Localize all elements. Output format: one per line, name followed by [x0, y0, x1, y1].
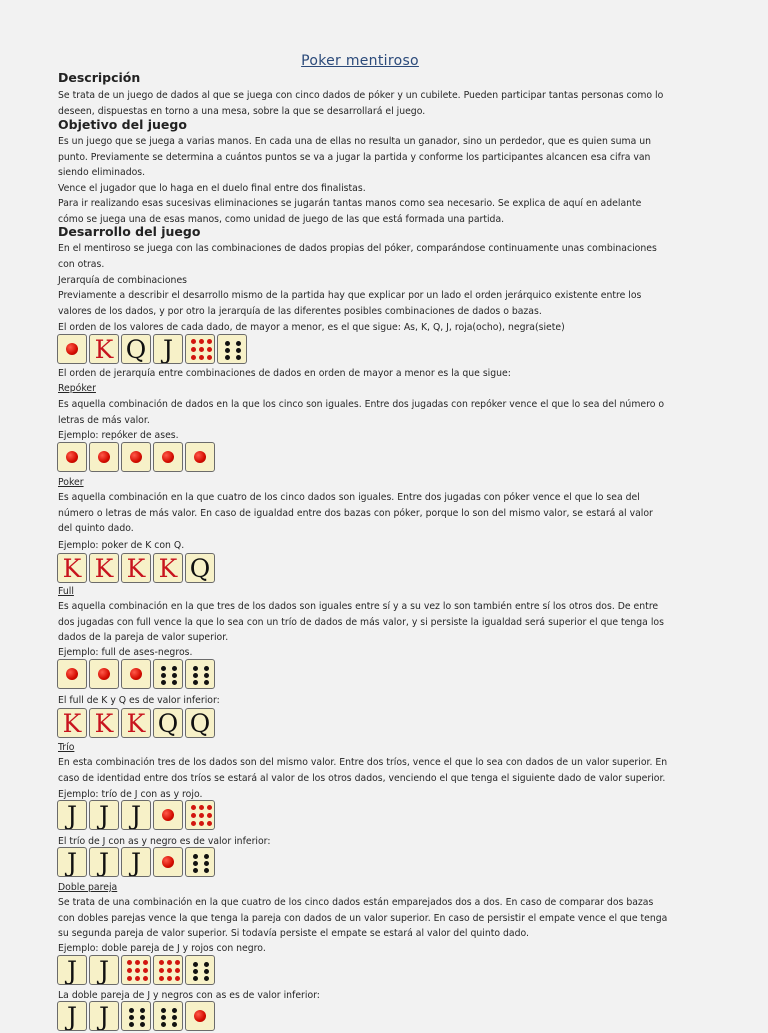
die-pip [161, 666, 166, 671]
die-pip [167, 960, 172, 965]
die-pip [135, 976, 140, 981]
die-pip [199, 339, 204, 344]
die-pip [98, 668, 110, 680]
paragraph: Se trata de una combinación en la que cuatro de los cinco dados están emparejados dos a dos. En caso de comparar dos bazas con dobles parejas vence la que tenga la pareja con dados de un valor superior. En caso de persistir el empate vence el que tenga su segunda pareja de valor superior. Si todavía persiste el empate se estará al valor del quinto dado. [58, 897, 668, 939]
die-pip [193, 976, 198, 981]
die-pip [127, 968, 132, 973]
section-heading: Descripción [58, 70, 141, 85]
die-letter: J [162, 334, 174, 364]
die-black [185, 659, 215, 689]
die-pip [199, 355, 204, 360]
die-pip [207, 821, 212, 826]
die-pip [127, 960, 132, 965]
die-letter: Q [189, 553, 211, 583]
die-black [153, 659, 183, 689]
die-black [185, 955, 215, 985]
die-letter: K [94, 334, 114, 364]
die-j [57, 847, 87, 877]
die-pip [172, 680, 177, 685]
die-pip [172, 1022, 177, 1027]
subsection-heading: Poker [58, 477, 84, 488]
die-pip [191, 813, 196, 818]
die-ace [121, 442, 151, 472]
paragraph: En el mentiroso se juega con las combinaciones de dados propias del póker, comparándose continuamente unas combinaciones con otras. [58, 243, 657, 270]
die-letter: K [62, 708, 82, 738]
die-letter: J [130, 847, 142, 877]
die-pip [143, 960, 148, 965]
dice-row [57, 708, 215, 740]
die-pip [193, 962, 198, 967]
die-k [89, 553, 119, 583]
die-pip [191, 805, 196, 810]
die-q [153, 708, 183, 738]
die-pip [161, 1015, 166, 1020]
die-letter: K [94, 553, 114, 583]
die-pip [159, 976, 164, 981]
die-pip [167, 968, 172, 973]
die-pip [162, 451, 174, 463]
die-ace [185, 442, 215, 472]
die-j [89, 955, 119, 985]
die-pip [66, 451, 78, 463]
die-pip [167, 976, 172, 981]
die-ace [153, 442, 183, 472]
die-letter: J [130, 800, 142, 830]
die-red [121, 955, 151, 985]
die-pip [199, 805, 204, 810]
die-pip [199, 813, 204, 818]
paragraph: Ejemplo: repóker de ases. [58, 430, 179, 441]
die-j [153, 334, 183, 364]
die-ace [57, 659, 87, 689]
die-pip [143, 976, 148, 981]
die-k [153, 553, 183, 583]
die-letter: J [66, 800, 78, 830]
section-heading: Objetivo del juego [58, 117, 187, 132]
die-j [89, 1001, 119, 1031]
die-pip [159, 968, 164, 973]
die-pip [236, 355, 241, 360]
paragraph: Ejemplo: poker de K con Q. [58, 540, 185, 551]
die-pip [204, 861, 209, 866]
die-pip [193, 861, 198, 866]
die-pip [129, 1015, 134, 1020]
die-ace [89, 659, 119, 689]
die-pip [207, 355, 212, 360]
die-pip [199, 821, 204, 826]
die-ace [57, 442, 87, 472]
die-black [153, 1001, 183, 1031]
die-q [185, 553, 215, 583]
die-pip [204, 868, 209, 873]
die-ace [89, 442, 119, 472]
die-pip [204, 962, 209, 967]
die-pip [66, 668, 78, 680]
die-letter: J [66, 847, 78, 877]
die-pip [159, 960, 164, 965]
paragraph: Ejemplo: full de ases-negros. [58, 647, 193, 658]
die-j [121, 847, 151, 877]
die-pip [204, 854, 209, 859]
paragraph: Jerarquía de combinaciones [58, 275, 188, 286]
die-pip [193, 666, 198, 671]
die-pip [236, 341, 241, 346]
die-q [185, 708, 215, 738]
die-pip [140, 1022, 145, 1027]
dice-row [57, 1001, 215, 1033]
die-pip [66, 343, 78, 355]
die-ace [121, 659, 151, 689]
dice-row [57, 800, 215, 832]
die-black [185, 847, 215, 877]
die-pip [127, 976, 132, 981]
die-letter: Q [125, 334, 147, 364]
paragraph: Para ir realizando esas sucesivas eliminaciones se jugarán tantas manos como sea necesario. Se explica de aquí en adelante cómo se juega una de esas manos, como unidad de juego de las que está formada una partida. [58, 198, 642, 225]
die-pip [140, 1008, 145, 1013]
die-pip [162, 809, 174, 821]
die-pip [175, 968, 180, 973]
die-pip [172, 1015, 177, 1020]
die-pip [194, 451, 206, 463]
paragraph: En esta combinación tres de los dados son del mismo valor. Entre dos tríos, vence el que lo sea con dados de un valor superior. En caso de identidad entre dos tríos se estará al valor de los otros dados, venciendo el que tenga el siguiente dado de valor superior. [58, 757, 668, 784]
die-k [57, 553, 87, 583]
subsection-heading: Trío [58, 742, 75, 753]
section-heading: Desarrollo del juego [58, 224, 201, 239]
die-pip [207, 813, 212, 818]
paragraph: Vence el jugador que lo haga en el duelo final entre dos finalistas. [58, 183, 366, 194]
paragraph: Ejemplo: trío de J con as y rojo. [58, 789, 203, 800]
page-title: Poker mentiroso [301, 53, 419, 69]
die-pip [225, 355, 230, 360]
die-letter: Q [189, 708, 211, 738]
dice-row [57, 955, 215, 987]
paragraph: El orden de los valores de cada dado, de mayor a menor, es el que sigue: As, K, Q, J, roja(ocho), negra(siete) [58, 322, 565, 333]
paragraph: Previamente a describir el desarrollo mismo de la partida hay que explicar por un lado el orden jerárquico existente entre los valores de los dados, y por otro la jerarquía de las diferentes posibles combinaciones de dados o bazas. [58, 290, 642, 317]
die-pip [161, 673, 166, 678]
subsection-heading: Repóker [58, 383, 96, 394]
die-red [153, 955, 183, 985]
die-pip [172, 673, 177, 678]
die-j [57, 955, 87, 985]
die-pip [204, 666, 209, 671]
die-pip [194, 1010, 206, 1022]
die-pip [207, 805, 212, 810]
die-letter: J [98, 955, 110, 985]
die-black [217, 334, 247, 364]
die-pip [225, 341, 230, 346]
subsection-heading: Doble pareja [58, 882, 118, 893]
die-pip [199, 347, 204, 352]
die-j [89, 847, 119, 877]
paragraph: Es aquella combinación en la que cuatro de los cinco dados son iguales. Entre dos jugadas con póker vence el que lo sea del número o letras de más valor. En caso de igualdad entre dos bazas con póker, porque lo son del mismo valor, se estará al valor del quinto dado. [58, 492, 653, 534]
die-letter: J [98, 800, 110, 830]
die-pip [175, 960, 180, 965]
die-letter: K [126, 553, 146, 583]
dice-row [57, 659, 215, 691]
die-black [121, 1001, 151, 1031]
die-letter: K [94, 708, 114, 738]
paragraph: Es un juego que se juega a varias manos. En cada una de ellas no resulta un ganador, sino un perdedor, que es quien suma un punto. Previamente se determina a cuántos puntos se va a jugar la partida y conforme los participantes alcancen esa cifra van siendo eliminados. [58, 136, 652, 178]
die-pip [191, 347, 196, 352]
die-ace [153, 847, 183, 877]
die-k [121, 553, 151, 583]
subsection-heading: Full [58, 586, 74, 597]
die-pip [172, 666, 177, 671]
die-pip [204, 673, 209, 678]
die-pip [193, 680, 198, 685]
die-pip [193, 969, 198, 974]
dice-row [57, 553, 215, 585]
die-letter: J [66, 955, 78, 985]
die-pip [193, 868, 198, 873]
die-pip [193, 854, 198, 859]
die-pip [225, 348, 230, 353]
die-letter: J [66, 1001, 78, 1031]
die-pip [193, 673, 198, 678]
die-j [89, 800, 119, 830]
dice-row [57, 442, 215, 474]
die-pip [236, 348, 241, 353]
die-letter: K [62, 553, 82, 583]
die-pip [162, 856, 174, 868]
paragraph: Se trata de un juego de dados al que se juega con cinco dados de póker y un cubilete. Pueden participar tantas personas como lo deseen, dispuestas en torno a una mesa, sobre la que se desarrollará el juego. [58, 90, 664, 117]
die-pip [204, 680, 209, 685]
die-letter: Q [157, 708, 179, 738]
die-j [121, 800, 151, 830]
die-letter: J [98, 847, 110, 877]
die-pip [130, 451, 142, 463]
die-pip [161, 680, 166, 685]
die-pip [140, 1015, 145, 1020]
die-pip [207, 339, 212, 344]
die-k [121, 708, 151, 738]
die-red [185, 334, 215, 364]
die-ace [57, 334, 87, 364]
die-pip [129, 1008, 134, 1013]
die-pip [135, 968, 140, 973]
die-q [121, 334, 151, 364]
die-pip [204, 976, 209, 981]
die-j [57, 800, 87, 830]
die-pip [207, 347, 212, 352]
paragraph: Es aquella combinación en la que tres de los dados son iguales entre sí y a su vez lo son también entre sí los otros dos. De entre dos jugadas con full vence la que lo sea con un trío de dados de más valor, y si persiste la igualdad será superior el que tenga los dados de la pareja de valor superior. [58, 601, 664, 643]
die-k [89, 708, 119, 738]
die-pip [161, 1008, 166, 1013]
die-pip [204, 969, 209, 974]
die-j [57, 1001, 87, 1031]
die-pip [143, 968, 148, 973]
die-pip [135, 960, 140, 965]
die-pip [175, 976, 180, 981]
die-ace [185, 1001, 215, 1031]
die-pip [191, 821, 196, 826]
die-k [57, 708, 87, 738]
paragraph: Ejemplo: doble pareja de J y rojos con negro. [58, 943, 266, 954]
die-pip [191, 355, 196, 360]
paragraph: Es aquella combinación de dados en la que los cinco son iguales. Entre dos jugadas con repóker vence el que lo sea del número o letras de más valor. [58, 399, 665, 426]
die-letter: K [126, 708, 146, 738]
die-red [185, 800, 215, 830]
paragraph: El trío de J con as y negro es de valor inferior: [58, 836, 271, 847]
paragraph: El orden de jerarquía entre combinaciones de dados en orden de mayor a menor es la que sigue: [58, 368, 511, 379]
die-pip [161, 1022, 166, 1027]
die-letter: J [98, 1001, 110, 1031]
die-ace [153, 800, 183, 830]
die-pip [129, 1022, 134, 1027]
dice-row [57, 334, 247, 366]
die-letter: K [158, 553, 178, 583]
die-pip [191, 339, 196, 344]
die-k [89, 334, 119, 364]
paragraph: La doble pareja de J y negros con as es de valor inferior: [58, 990, 320, 1001]
die-pip [172, 1008, 177, 1013]
paragraph: El full de K y Q es de valor inferior: [58, 695, 220, 706]
dice-row [57, 847, 215, 879]
die-pip [130, 668, 142, 680]
die-pip [98, 451, 110, 463]
